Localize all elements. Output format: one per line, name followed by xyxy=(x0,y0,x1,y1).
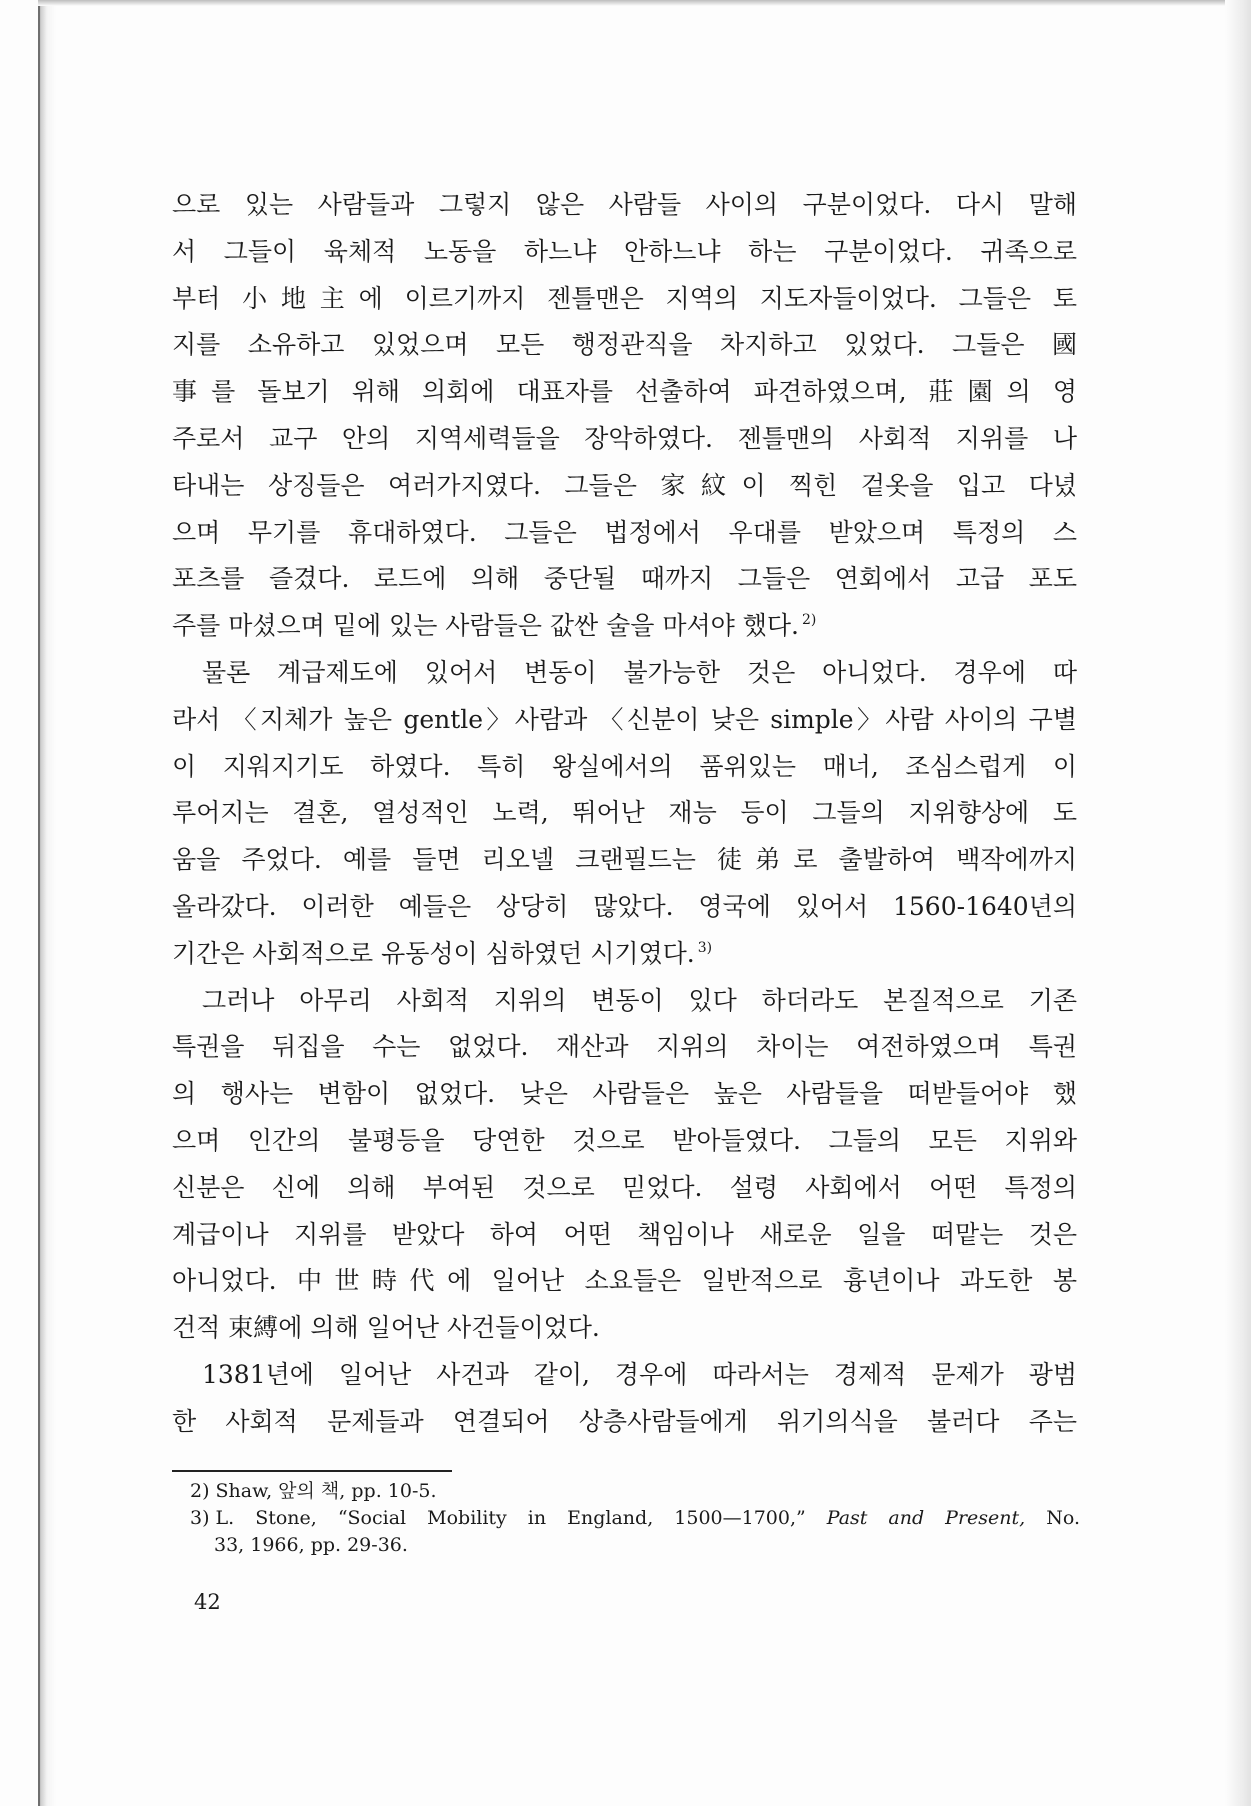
footnote-3-continuation: 33, 1966, pp. 29-36. xyxy=(214,1534,408,1556)
footnote-3 xyxy=(190,1505,1080,1532)
text-line: 으며 인간의 불평등을 당연한 것으로 받아들였다. 그들의 모든 지위와 xyxy=(172,1125,1077,1155)
text-line: 타내는 상징들은 여러가지였다. 그들은 家紋이 찍힌 겉옷을 입고 다녔 xyxy=(172,470,1077,500)
text-line: 한 사회적 문제들과 연결되어 상층사람들에게 위기의식을 불러다 주는 xyxy=(172,1406,1077,1436)
text-line: 라서 〈지체가 높은 gentle〉사람과 〈신분이 낮은 simple〉사람 사이의 구별 xyxy=(172,704,1077,734)
text-line: 특권을 뒤집을 수는 없었다. 재산과 지위의 차이는 여전하였으며 특권 xyxy=(172,1032,1077,1062)
text-line: 신분은 신에 의해 부여된 것으로 믿었다. 설령 사회에서 어떤 특정의 xyxy=(172,1172,1077,1202)
page-right-shadow xyxy=(1225,0,1251,1806)
page-top-edge xyxy=(38,0,1251,6)
footnotes xyxy=(190,1478,1080,1559)
text-line: 이 지워지기도 하였다. 특히 왕실에서의 품위있는 매너, 조심스럽게 이 xyxy=(172,751,1077,781)
text-line: 부터 小地主에 이르기까지 젠틀맨은 지역의 지도자들이었다. 그들은 토 xyxy=(172,283,1077,313)
text-line: 1381년에 일어난 사건과 같이, 경우에 따라서는 경제적 문제가 광범 xyxy=(202,1359,1077,1389)
text-line xyxy=(172,931,1077,978)
text-line: 그러나 아무리 사회적 지위의 변동이 있다 하더라도 본질적으로 기존 xyxy=(202,985,1077,1015)
footnote-2 xyxy=(190,1478,1080,1505)
text-line: 의 행사는 변함이 없었다. 낮은 사람들은 높은 사람들을 떠받들어야 했 xyxy=(172,1079,1077,1109)
footnote-reference: 2) xyxy=(801,612,817,629)
footnote-number: 2) xyxy=(190,1480,210,1502)
text-line: 올라갔다. 이러한 예들은 상당히 많았다. 영국에 있어서 1560-1640년의 xyxy=(172,891,1077,921)
text-line: 事를 돌보기 위해 의회에 대표자를 선출하여 파견하였으며, 莊園의 영 xyxy=(172,377,1077,407)
text-line: 서 그들이 육체적 노동을 하느냐 안하느냐 하는 구분이었다. 귀족으로 xyxy=(172,236,1077,266)
text-line-content: 기간은 사회적으로 유동성이 심하였던 시기였다. xyxy=(172,938,695,968)
text-line: 으며 무기를 휴대하였다. 그들은 법정에서 우대를 받았으며 특정의 스 xyxy=(172,517,1077,547)
text-line: 지를 소유하고 있었으며 모든 행정관직을 차지하고 있었다. 그들은 國 xyxy=(172,330,1077,360)
text-line: 움을 주었다. 예를 들면 리오넬 크랜필드는 徒弟로 출발하여 백작에까지 xyxy=(172,845,1077,875)
text-line: 으로 있는 사람들과 그렇지 않은 사람들 사이의 구분이었다. 다시 말해 xyxy=(172,190,1077,219)
footnote-text: L. Stone, “Social Mobility in England, 1500—1700,” xyxy=(215,1507,806,1529)
text-line: 계급이나 지위를 받았다 하여 어떤 책임이나 새로운 일을 떠맡는 것은 xyxy=(172,1219,1077,1249)
page-number: 42 xyxy=(194,1590,221,1614)
footnote-divider xyxy=(172,1470,452,1472)
text-line: 포츠를 즐겼다. 로드에 의해 중단될 때까지 그들은 연회에서 고급 포도 xyxy=(172,564,1077,594)
text-line: 아니었다. 中世時代에 일어난 소요들은 일반적으로 흉년이나 과도한 봉 xyxy=(172,1266,1077,1296)
text-line-content: 주를 마셨으며 밑에 있는 사람들은 값싼 술을 마셔야 했다. xyxy=(172,611,799,641)
text-line: 물론 계급제도에 있어서 변동이 불가능한 것은 아니었다. 경우에 따 xyxy=(202,657,1077,687)
footnote-text: No. xyxy=(1046,1507,1081,1529)
footnote-number: 3) xyxy=(190,1507,210,1529)
body-text xyxy=(172,182,1077,1446)
text-line: 루어지는 결혼, 열성적인 노력, 뛰어난 재능 등이 그들의 지위향상에 도 xyxy=(172,798,1077,828)
footnote-journal-title: Past and Present, xyxy=(826,1507,1026,1529)
text-line: 주로서 교구 안의 지역세력들을 장악하였다. 젠틀맨의 사회적 지위를 나 xyxy=(172,423,1077,453)
footnote-reference: 3) xyxy=(697,939,713,956)
page-binding-edge xyxy=(38,0,56,1806)
footnote-text: Shaw, 앞의 책, pp. 10-5. xyxy=(215,1480,437,1502)
text-line: 건적 束縛에 의해 일어난 사건들이었다. xyxy=(172,1313,600,1343)
text-line xyxy=(172,603,1077,650)
